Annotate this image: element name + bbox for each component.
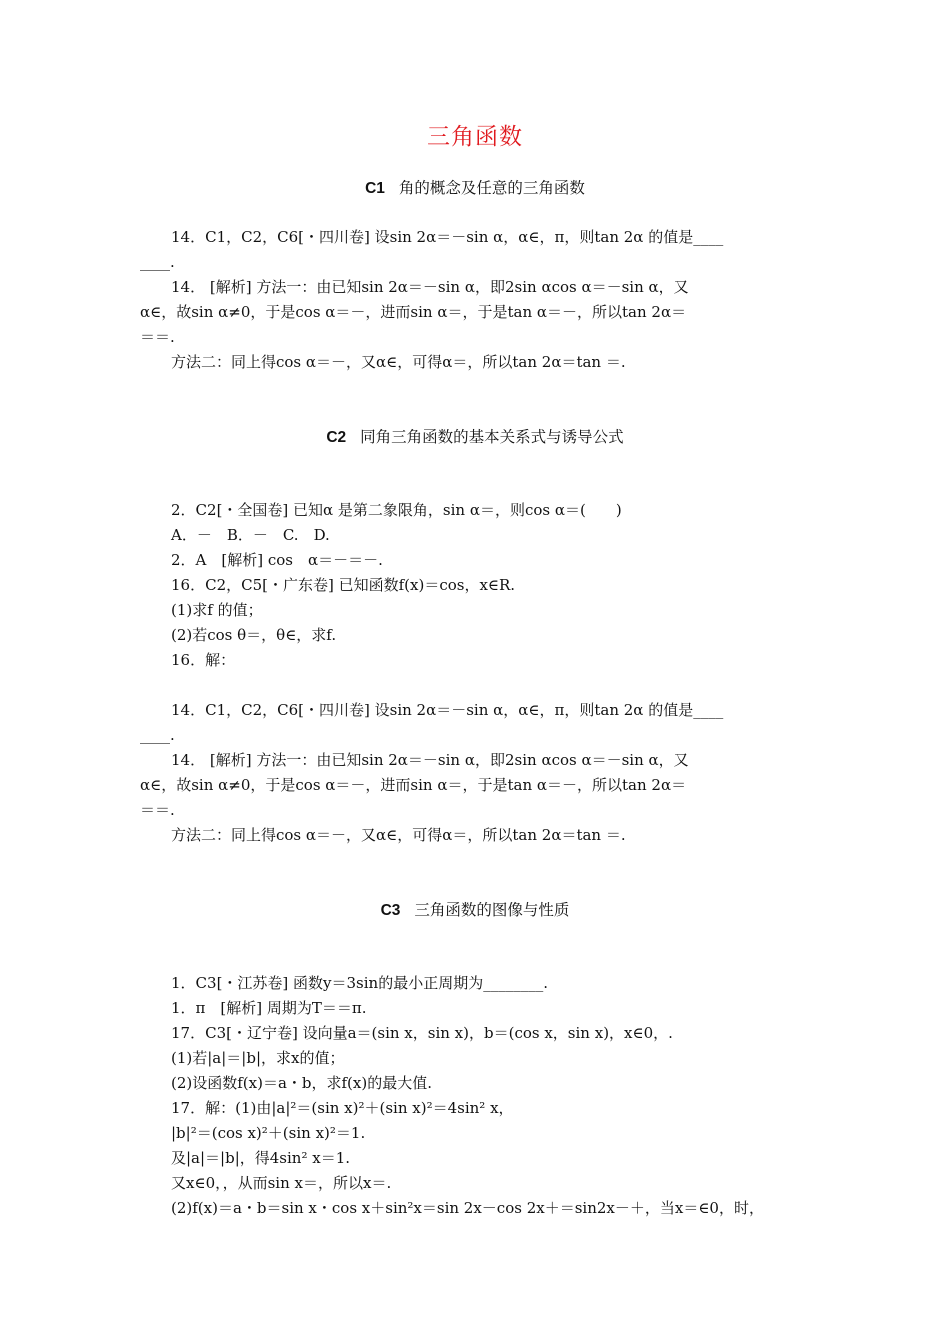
section-name: 同角三角函数的基本关系式与诱导公式 bbox=[360, 428, 624, 446]
answer-text: ＝＝. bbox=[140, 801, 175, 819]
answer-text: 方法二：同上得cos α＝－，又α∈，可得α＝，所以tan 2α＝tan ＝. bbox=[171, 353, 626, 371]
question-text: (2)若cos θ＝，θ∈，求f. bbox=[171, 626, 337, 644]
question-text: (1)若|a|＝|b|，求x的值； bbox=[171, 1049, 345, 1067]
answer-text: 2．A [解析] cos α＝－＝－. bbox=[171, 551, 383, 569]
answer-text: 及|a|＝|b|，得4sin² x＝1. bbox=[171, 1149, 351, 1167]
section-heading-c1 bbox=[0, 176, 950, 198]
answer-text: 14． [解析] 方法一：由已知sin 2α＝－sin α，即2sin αcos α＝－sin α，又 bbox=[171, 751, 689, 769]
question-text: 14．C1，C2，C6[・四川卷] 设sin 2α＝－sin α，α∈，π，则tan 2α 的值是____ bbox=[171, 228, 724, 246]
answer-text: 17．解：(1)由|a|²＝(sin x)²＋(sin x)²＝4sin² x， bbox=[171, 1099, 514, 1117]
answer-text: 1．π [解析] 周期为T＝＝π. bbox=[171, 999, 367, 1017]
section-name: 角的概念及任意的三角函数 bbox=[398, 179, 585, 197]
question-options: A．－ B．－ C. D. bbox=[171, 526, 330, 544]
question-text: 17．C3[・辽宁卷] 设向量a＝(sin x，sin x)，b＝(cos x，sin x)，x∈0，. bbox=[171, 1024, 673, 1042]
question-text: 1．C3[・江苏卷] 函数y＝3sin的最小正周期为________. bbox=[171, 974, 548, 992]
section-code: C1 bbox=[365, 180, 385, 197]
section-heading-c3 bbox=[0, 898, 950, 920]
question-text: (2)设函数f(x)＝a・b，求f(x)的最大值. bbox=[171, 1074, 432, 1092]
answer-text: α∈，故sin α≠0，于是cos α＝－，进而sin α＝，于是tan α＝－，所以tan 2α＝ bbox=[140, 776, 687, 794]
answer-text: 方法二：同上得cos α＝－，又α∈，可得α＝，所以tan 2α＝tan ＝. bbox=[171, 826, 626, 844]
question-text: (1)求f 的值； bbox=[171, 601, 263, 619]
page-title: 三角函数 bbox=[427, 124, 523, 150]
section-code: C2 bbox=[326, 429, 347, 446]
question-text: ____. bbox=[140, 253, 175, 271]
answer-text: ＝＝. bbox=[140, 328, 175, 346]
answer-text: |b|²＝(cos x)²＋(sin x)²＝1. bbox=[171, 1124, 366, 1142]
answer-text: α∈，故sin α≠0，于是cos α＝－，进而sin α＝，于是tan α＝－，所以tan 2α＝ bbox=[140, 303, 687, 321]
answer-text: 又x∈0，，从而sin x＝，所以x＝. bbox=[171, 1174, 392, 1192]
question-text: 2．C2[・全国卷] 已知α 是第二象限角，sin α＝，则cos α＝( ) bbox=[171, 501, 622, 519]
question-text: ____. bbox=[140, 726, 175, 744]
answer-text: 14． [解析] 方法一：由已知sin 2α＝－sin α，即2sin αcos α＝－sin α，又 bbox=[171, 278, 689, 296]
answer-text: 16．解： bbox=[171, 651, 236, 669]
section-code: C3 bbox=[380, 902, 401, 919]
question-text: 16．C2，C5[・广东卷] 已知函数f(x)＝cos，x∈R. bbox=[171, 576, 516, 594]
answer-text: (2)f(x)＝a・b＝sin x・cos x＋sin²x＝sin 2x－cos 2x＋＝sin2x－＋，当x＝∈0，时， bbox=[171, 1199, 764, 1217]
section-name: 三角函数的图像与性质 bbox=[414, 901, 570, 919]
section-heading-c2 bbox=[0, 425, 950, 447]
question-text: 14．C1，C2，C6[・四川卷] 设sin 2α＝－sin α，α∈，π，则tan 2α 的值是____ bbox=[171, 701, 724, 719]
